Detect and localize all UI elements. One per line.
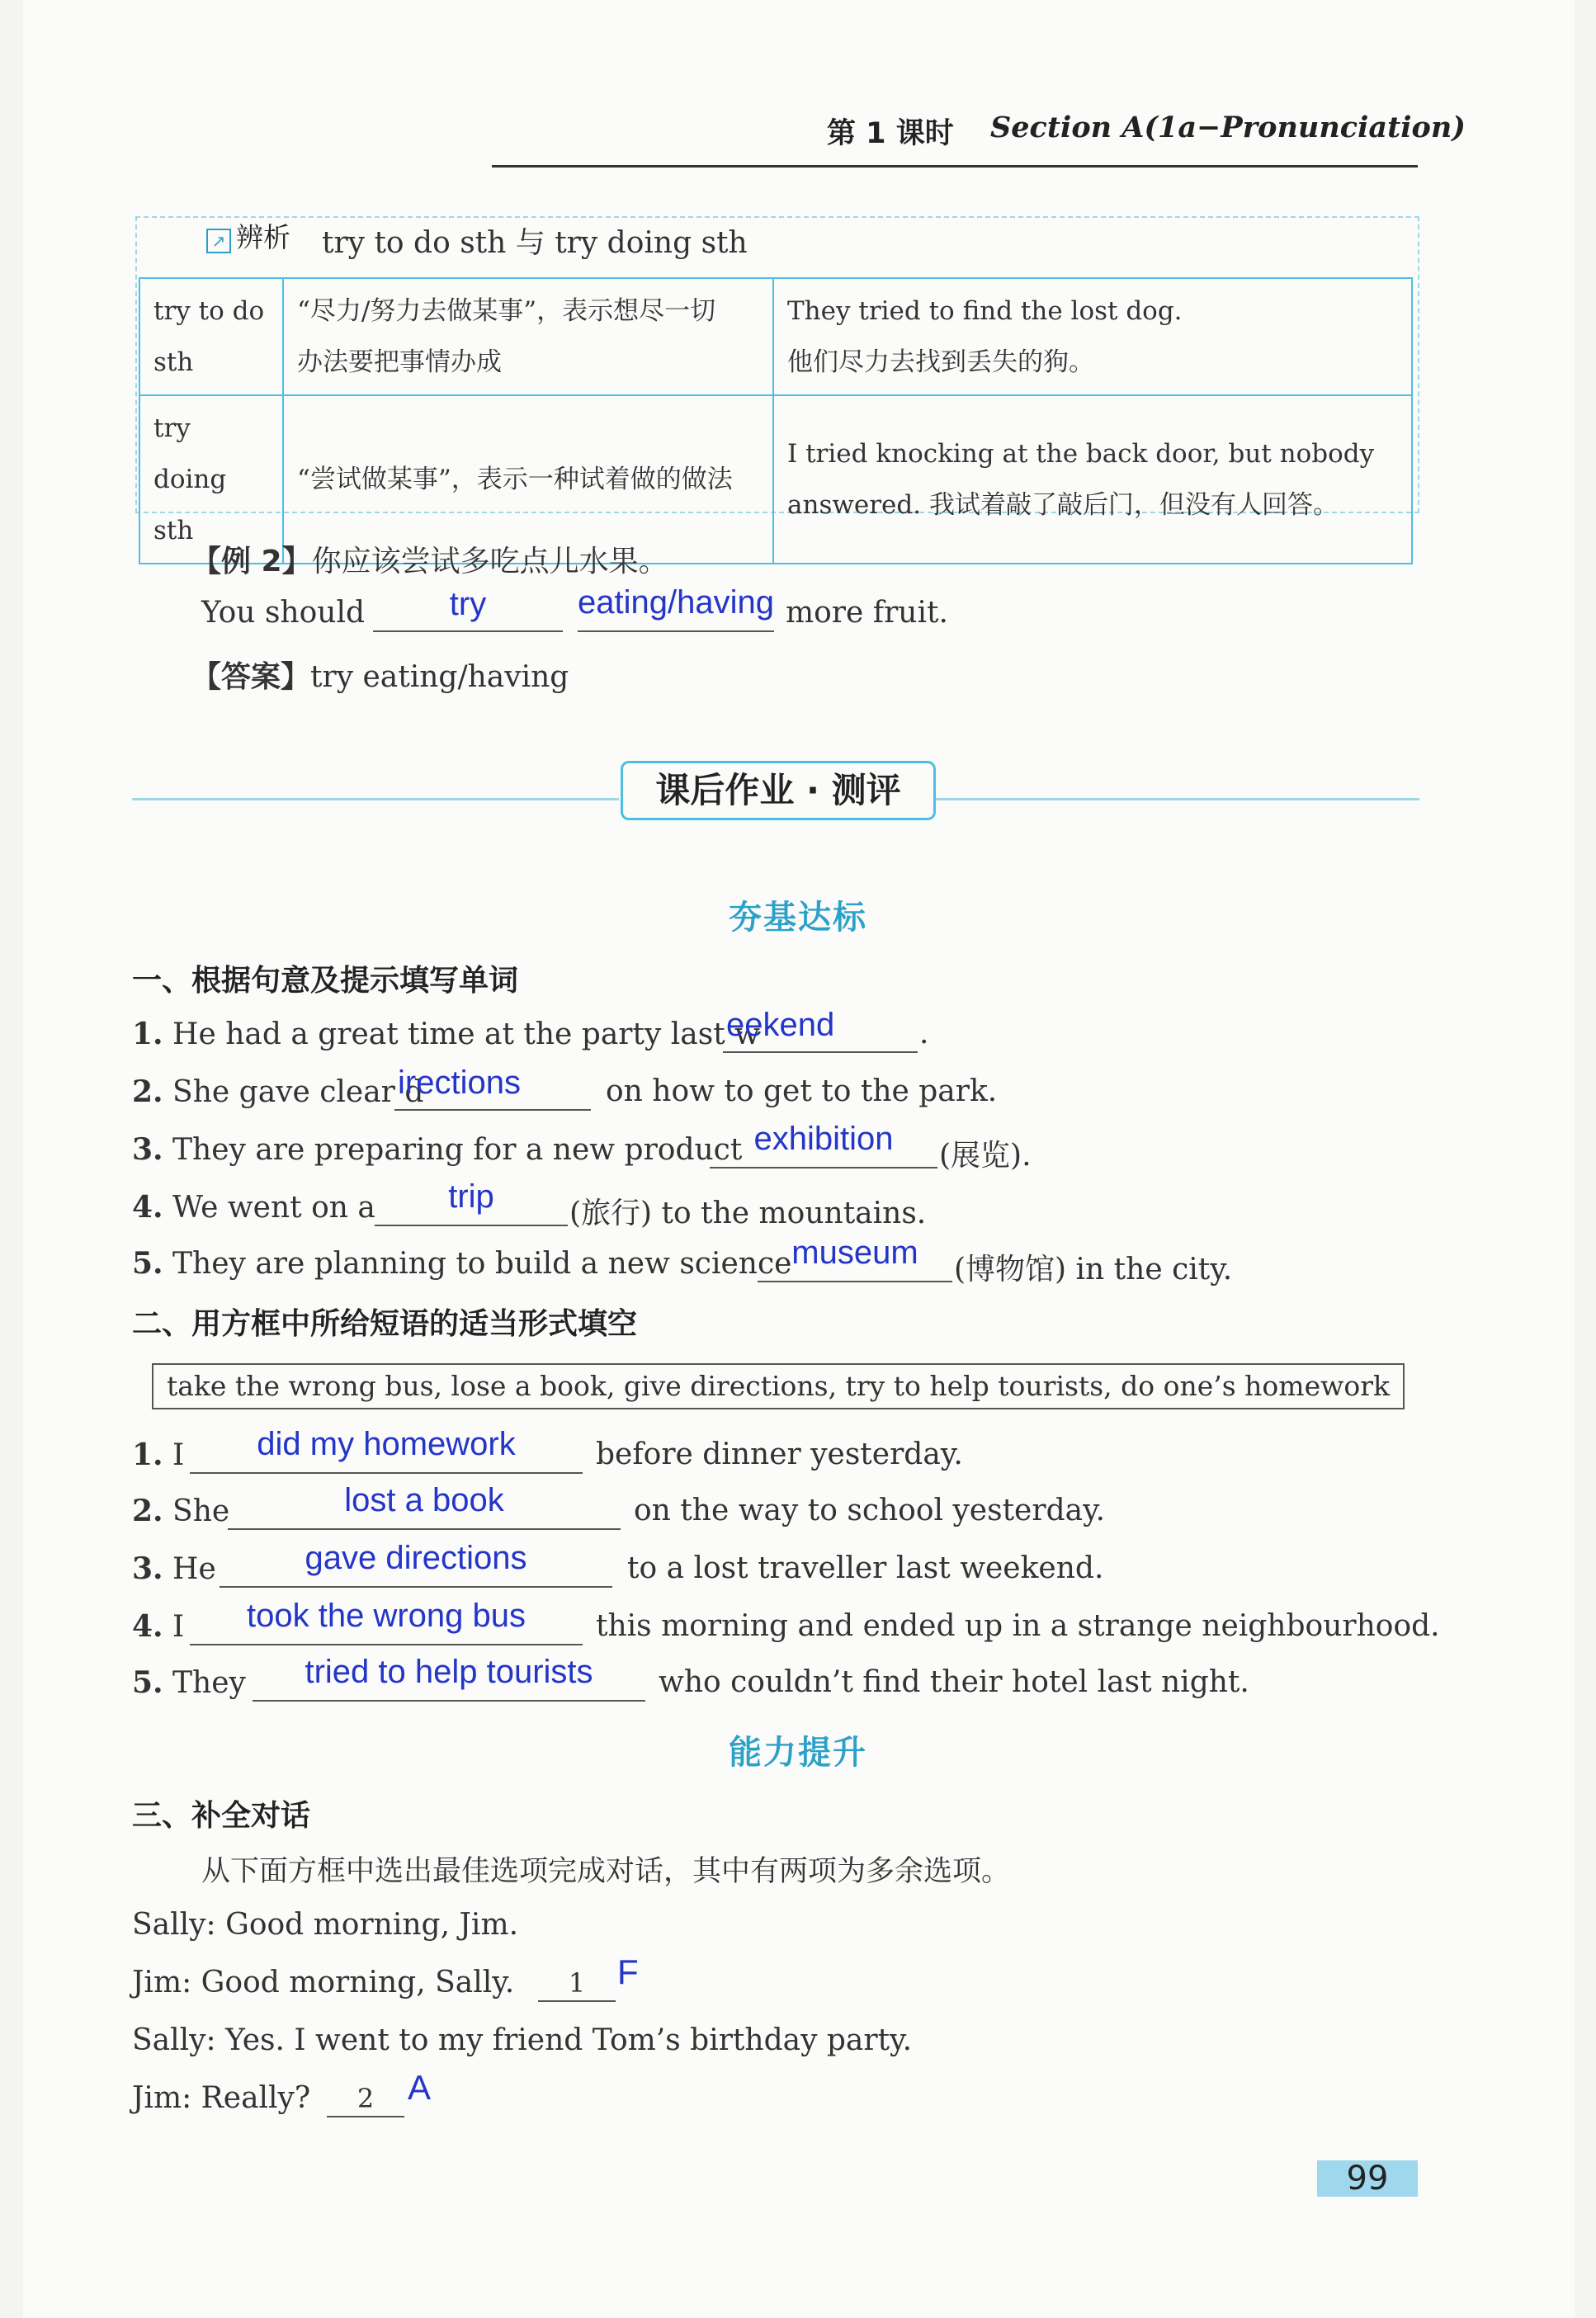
q1-post-3: (展览). — [939, 1139, 1032, 1173]
q1-blank-5 — [758, 1281, 952, 1282]
dialogue-line: Jim: Really? — [132, 2081, 311, 2115]
q2-post-1: before dinner yesterday. — [596, 1438, 963, 1471]
example2-blank-2 — [578, 630, 774, 632]
q1-title: 一、根据句意及提示填写单词 — [132, 964, 519, 998]
phrase-cell: try to do sth — [139, 278, 283, 395]
q2-answer-5: tried to help tourists — [305, 1654, 593, 1690]
q2-phrase-box: take the wrong bus, lose a book, give directions, try to help tourists, do one’s homework — [152, 1363, 1405, 1409]
example2-sentence-end: more fruit. — [786, 596, 948, 630]
q2-item-5: 5. They — [132, 1665, 246, 1700]
q2-title: 二、用方框中所给短语的适当形式填空 — [132, 1307, 638, 1341]
header-rule — [492, 165, 1418, 168]
q2-blank-5 — [253, 1700, 645, 1702]
q1-item-4: 4. We went on a — [132, 1190, 375, 1225]
q2-blank-2 — [228, 1528, 621, 1530]
page-number: 99 — [1317, 2160, 1418, 2197]
q1-blank-3 — [710, 1167, 937, 1168]
q2-blank-3 — [220, 1586, 612, 1588]
banner-title: 课后作业 · 测评 — [621, 761, 936, 820]
header-section: Section A(1a−Pronunciation) — [990, 111, 1466, 144]
q2-item-2: 2. She — [132, 1494, 230, 1528]
q3-instruction: 从下面方框中选出最佳选项完成对话，其中有两项为多余选项。 — [201, 1855, 1011, 1888]
part-b-title: 能力提升 — [729, 1734, 867, 1772]
example2-question: 【例 2】你应该尝试多吃点儿水果。 — [191, 545, 668, 578]
example-cell: They tried to find the lost dog. 他们尽力去找到丢失的狗。 — [773, 278, 1412, 395]
dialogue-blank-number-1: 1 — [568, 1967, 586, 1999]
dialogue-line: Sally: Good morning, Jim. — [132, 1908, 519, 1942]
dialogue-blank-1 — [538, 2000, 616, 2002]
example2-answer-line: 【答案】try eating/having — [191, 660, 569, 694]
q2-post-4: this morning and ended up in a strange neighbourhood. — [596, 1609, 1440, 1643]
phrase-cell: try doing sth — [139, 395, 283, 564]
q2-item-4: 4. I — [132, 1609, 185, 1644]
q1-item-3: 3. They are preparing for a new product — [132, 1132, 743, 1167]
q2-blank-4 — [190, 1644, 583, 1645]
banner-rule-right — [933, 798, 1419, 800]
q2-post-3: to a lost traveller last weekend. — [627, 1551, 1104, 1585]
q1-answer-1: eekend — [726, 1007, 835, 1043]
dialogue-answer-2: A — [408, 2068, 432, 2107]
q1-blank-1 — [723, 1051, 918, 1053]
meaning-cell: “尽力/努力去做某事”，表示想尽一切 办法要把事情办成 — [283, 278, 773, 395]
q1-answer-5: museum — [791, 1235, 918, 1271]
analysis-tag: ↗ 辨析 — [206, 216, 290, 255]
q2-answer-3: gave directions — [305, 1540, 527, 1576]
q2-answer-4: took the wrong bus — [247, 1598, 526, 1634]
q2-answer-2: lost a book — [344, 1482, 504, 1518]
dialogue-blank-number-2: 2 — [357, 2083, 375, 2114]
meaning-cell: “尝试做某事”，表示一种试着做的做法 — [283, 395, 773, 564]
q2-blank-1 — [190, 1472, 583, 1474]
example2-answer-2: eating/having — [578, 584, 774, 621]
analysis-table — [139, 277, 1413, 564]
dialogue-answer-1: F — [617, 1952, 639, 1991]
q1-blank-4 — [375, 1225, 568, 1226]
analysis-pencil-icon: ↗ — [206, 229, 231, 253]
analysis-title: try to do sth 与 try doing sth — [322, 226, 748, 260]
q1-answer-3: exhibition — [753, 1121, 894, 1157]
dialogue-blank-2 — [327, 2116, 404, 2117]
part-a-title: 夯基达标 — [729, 899, 867, 937]
q1-post-2: on how to get to the park. — [606, 1074, 998, 1108]
example2-blank-1 — [373, 630, 563, 632]
q2-item-1: 1. I — [132, 1438, 185, 1472]
example2-answer-1: try — [449, 586, 487, 622]
example-cell: I tried knocking at the back door, but nobody answered. 我试着敲了敲后门，但没有人回答。 — [773, 395, 1412, 564]
dialogue-line: Jim: Good morning, Sally. — [132, 1966, 515, 1999]
q2-post-2: on the way to school yesterday. — [634, 1494, 1106, 1527]
header-lesson: 第 1 课时 — [827, 117, 954, 150]
q1-item-5: 5. They are planning to build a new science — [132, 1246, 792, 1281]
q2-item-3: 3. He — [132, 1551, 216, 1586]
banner-rule-left — [132, 798, 619, 800]
example2-sentence-start: You should — [201, 596, 366, 630]
q1-item-2: 2. She gave clear d — [132, 1074, 424, 1109]
q2-post-5: who couldn’t find their hotel last night. — [659, 1665, 1249, 1699]
dialogue-line: Sally: Yes. I went to my friend Tom’s birthday party. — [132, 2023, 913, 2057]
q1-answer-4: trip — [448, 1178, 494, 1215]
table-row — [139, 278, 1412, 395]
q1-post-1: . — [919, 1017, 929, 1050]
q1-blank-2 — [394, 1109, 591, 1111]
q3-title: 三、补全对话 — [132, 1799, 311, 1833]
q1-post-5: (博物馆) in the city. — [954, 1253, 1233, 1286]
q1-answer-2: irections — [398, 1065, 521, 1101]
q1-item-1: 1. He had a great time at the party last w — [132, 1017, 760, 1051]
q2-answer-1: did my homework — [257, 1426, 516, 1462]
q1-post-4: (旅行) to the mountains. — [569, 1197, 927, 1230]
